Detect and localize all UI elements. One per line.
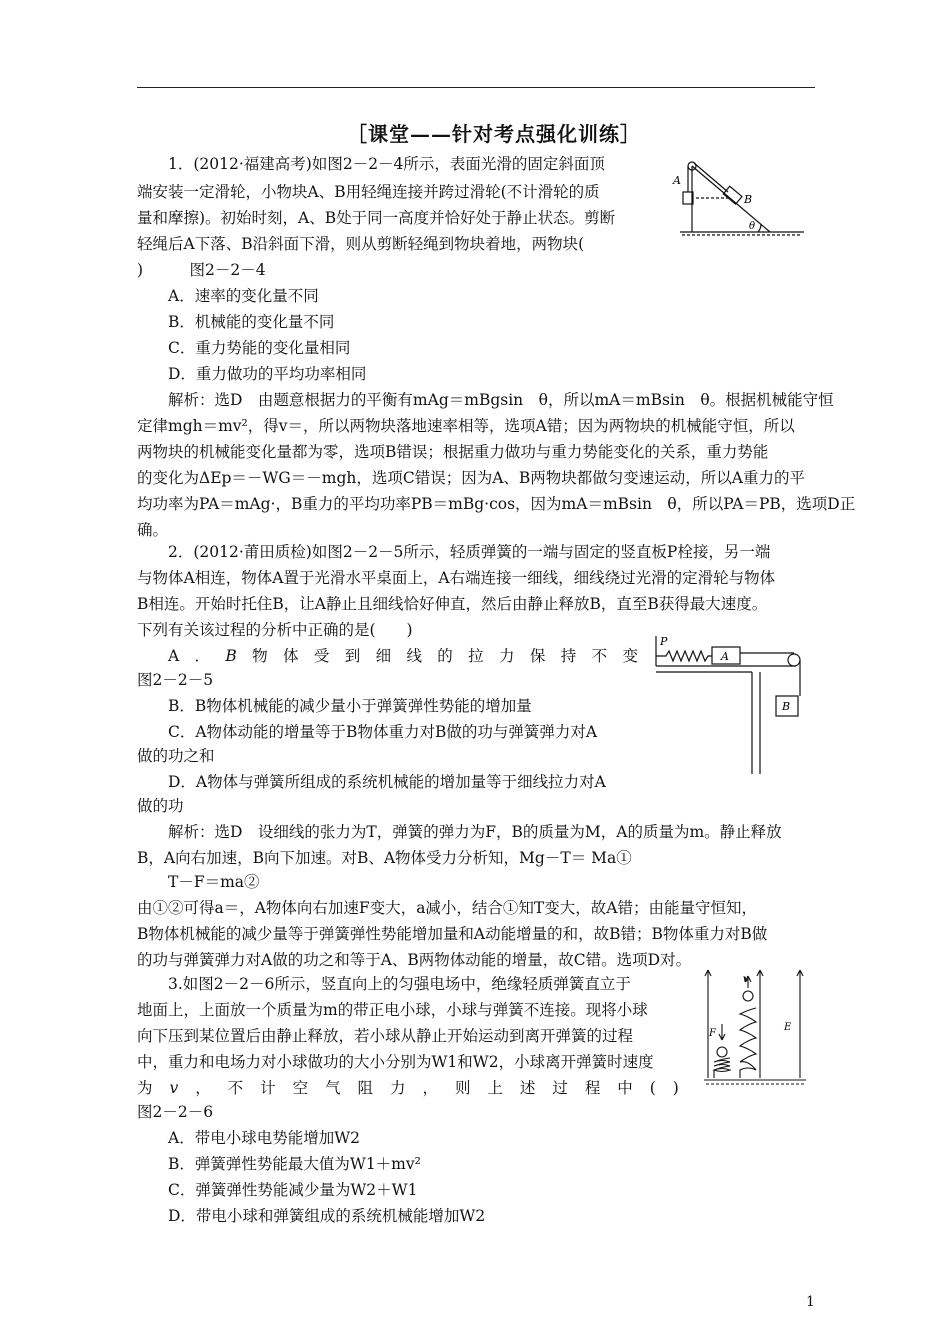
q3-line-3: 向下压到某位置后由静止释放，若小球从静止开始运动到离开弹簧的过程 [137, 1027, 634, 1045]
q3-line-5-char: ， [422, 1079, 438, 1097]
free-spring-icon [740, 1008, 756, 1078]
q1-line-2: 端安装一定滑轮，小物块A、B用轻绳连接并跨过滑轮(不计滑轮的质 [137, 183, 600, 201]
q3-line-5-char: 则 [454, 1079, 471, 1097]
q3-line-5-char: 上 [487, 1079, 503, 1097]
q3-option-c: C．弹簧弹性势能减少量为W2＋W1 [168, 1181, 418, 1199]
q1-option-b: B．机械能的变化量不同 [168, 313, 335, 331]
q2-option-a-char: 体 [283, 647, 299, 665]
label-a: A [721, 650, 729, 663]
q2-line-3: B相连。开始时托住B，让A静止且细线恰好伸直，然后由静止释放B，直至B获得最大速度。 [137, 595, 768, 613]
pulley-icon [788, 654, 800, 666]
q2-analysis-4: 由①②可得a＝，A物体向右加速F变大，a减小，结合①知T变大，故A错；由能量守恒知， [137, 899, 757, 917]
released-ball-icon [743, 991, 753, 1001]
label-theta: θ [749, 221, 756, 232]
q1-option-a: A．速率的变化量不同 [168, 287, 319, 305]
q2-option-a-char: 保 [529, 647, 546, 665]
section-title: ［课堂——针对考点强化训练］ [347, 122, 641, 146]
q1-analysis-4: 的变化为ΔEp＝－WG＝－mgh，选项C错误；因为A、B两物块都做匀变速运动，所以A重力的平 [137, 469, 805, 487]
label-a: A [673, 174, 681, 187]
q3-option-d: D．带电小球和弹簧组成的系统机械能增加W2 [168, 1207, 486, 1225]
rope-slope [694, 163, 728, 192]
q2-option-d: D．A物体与弹簧所组成的系统机械能的增加量等于细线拉力对A [168, 773, 606, 791]
q1-analysis-6: 确。 [137, 521, 169, 539]
q2-option-a-char: 力 [499, 647, 515, 665]
q2-analysis-2: B，A向右加速，B向下加速。对B、A物体受力分析知，Mg－T＝ Ma① [137, 849, 632, 867]
q2-option-a-char: 变 [622, 647, 638, 665]
q2-option-c: C．A物体动能的增量等于B物体重力对B做的功与弹簧弹力对A [168, 723, 598, 741]
q2-option-a-char: 持 [560, 647, 577, 665]
q3-line-5-char: ( [649, 1079, 656, 1097]
q1-option-c: C．重力势能的变化量相同 [168, 339, 351, 357]
q1-line-3: 量和摩擦)。初始时刻，A、B处于同一高度并恰好处于静止状态。剪断 [137, 209, 616, 227]
q2-analysis-1: 解析：选D 设细线的张力为T，弹簧的弹力为F，B的质量为M，A的质量为m。静止释放 [168, 823, 782, 841]
q3-line-5-char: 程 [584, 1079, 601, 1097]
q1-analysis-5: 均功率为PA＝mAg·，B重力的平均功率PB＝mBg·cos，因为mA＝mBsin θ，所以PA＝PB，选项D正 [137, 495, 856, 513]
q3-line-5-char: ) [672, 1079, 679, 1097]
figure-spring-field [700, 966, 812, 1090]
q3-line-5-char: 过 [552, 1079, 568, 1097]
q2-option-a [168, 644, 638, 668]
compressed-spring-icon [714, 1058, 730, 1078]
q3-line-5-char: 为 [137, 1079, 153, 1097]
header-rule [137, 87, 815, 88]
label-e: E [784, 1022, 792, 1033]
q1-analysis-2: 定律mgh＝mv²，得v＝，所以两物块落地速率相等，选项A错；因为两物块的机械能守恒，所以 [137, 417, 795, 435]
q1-option-d: D．重力做功的平均功率相同 [168, 365, 367, 383]
q2-figure-caption: 图2－2－5 [137, 671, 214, 689]
q3-line-5-char: v [169, 1079, 179, 1097]
q2-option-a-char: 不 [591, 647, 608, 665]
angle-arc [758, 224, 761, 232]
q3-line-5-char: 力 [390, 1079, 406, 1097]
q2-option-a-char: 拉 [468, 647, 484, 665]
q2-analysis-6: 的功与弹簧弹力对A做的功之和等于A、B两物体动能的增量，故C错。选项D对。 [137, 951, 692, 969]
q3-line-5-char: ， [195, 1079, 211, 1097]
q2-option-c-cont: 做的功之和 [137, 747, 215, 765]
figure-spring-table [652, 632, 812, 778]
q1-line-5: ) 图2－2－4 [137, 261, 266, 279]
q3-line-1: 3.如图2－2－6所示，竖直向上的匀强电场中，绝缘轻质弹簧直立于 [168, 975, 631, 993]
q3-option-b: B．弹簧弹性势能最大值为W1＋mv² [168, 1155, 421, 1173]
spring-icon [656, 651, 712, 661]
label-b: B [744, 193, 753, 206]
incline-slope [692, 166, 770, 232]
page-number: 1 [806, 1294, 815, 1310]
q3-line-5-char: 述 [519, 1079, 536, 1097]
q2-option-a-char: 的 [437, 647, 453, 665]
q3-option-a: A．带电小球电势能增加W2 [168, 1129, 360, 1147]
q1-analysis-1: 解析：选D 由题意根据力的平衡有mAg＝mBgsin θ，所以mA＝mBsin θ。根据机械能守恒 [168, 391, 834, 409]
q3-line-4: 中，重力和电场力对小球做功的大小分别为W1和W2，小球离开弹簧时速度 [137, 1053, 654, 1071]
q2-analysis-3: T－F＝ma② [168, 873, 260, 891]
q2-option-d-cont: 做的功 [137, 797, 184, 815]
q3-line-5-char: 计 [260, 1079, 276, 1097]
q3-figure-caption: 图2－2－6 [137, 1103, 214, 1121]
q3-line-2: 地面上，上面放一个质量为m的带正电小球，小球与弹簧不连接。现将小球 [137, 1001, 648, 1019]
q1-line-1: 1．(2012·福建高考)如图2－2－4所示，表面光滑的固定斜面顶 [168, 155, 605, 173]
q2-line-4: 下列有关该过程的分析中正确的是( ) [137, 621, 413, 639]
q2-option-a-char: 到 [344, 647, 361, 665]
q3-line-5-char: 空 [292, 1079, 309, 1097]
q2-option-a-char: 线 [406, 647, 422, 665]
q2-option-a-char: 物 [252, 647, 268, 665]
q1-line-4: 轻绳后A下落、B沿斜面下滑，则从剪断轻绳到物块着地，两物块( [137, 235, 585, 253]
q3-line-5 [137, 1076, 679, 1100]
q3-line-5-char: 不 [227, 1079, 244, 1097]
q2-line-2: 与物体A相连，物体A置于光滑水平桌面上，A右端连接一细线，细线绕过光滑的定滑轮与物体 [137, 569, 776, 587]
q3-line-5-char: 阻 [357, 1079, 374, 1097]
q2-option-a-char: A [168, 647, 180, 665]
q3-line-5-char: 中 [617, 1079, 633, 1097]
q1-analysis-3: 两物块的机械能变化量都为零，选项B错误；根据重力做功与重力势能变化的关系，重力势能 [137, 443, 769, 461]
q2-option-a-char: 受 [313, 647, 330, 665]
q2-analysis-5: B物体机械能的减少量等于弹簧弹性势能增加量和A动能增量的和，故B错；B物体重力对B做 [137, 925, 768, 943]
q2-option-a-char: 细 [375, 647, 392, 665]
charged-ball-icon [717, 1047, 727, 1057]
label-p: P [660, 635, 668, 648]
q2-option-a-char: ． [194, 647, 211, 665]
q2-line-1: 2．(2012·莆田质检)如图2－2－5所示，轻质弹簧的一端与固定的竖直板P栓接，另一端 [168, 543, 771, 561]
label-f: F [709, 1028, 716, 1039]
q3-line-5-char: 气 [325, 1079, 341, 1097]
q2-option-b: B．B物体机械能的减少量小于弹簧弹性势能的增加量 [168, 697, 532, 715]
label-b: B [782, 700, 791, 713]
figure-incline [672, 156, 812, 242]
label-v: v [743, 974, 749, 985]
q2-option-a-char: B [225, 647, 237, 665]
